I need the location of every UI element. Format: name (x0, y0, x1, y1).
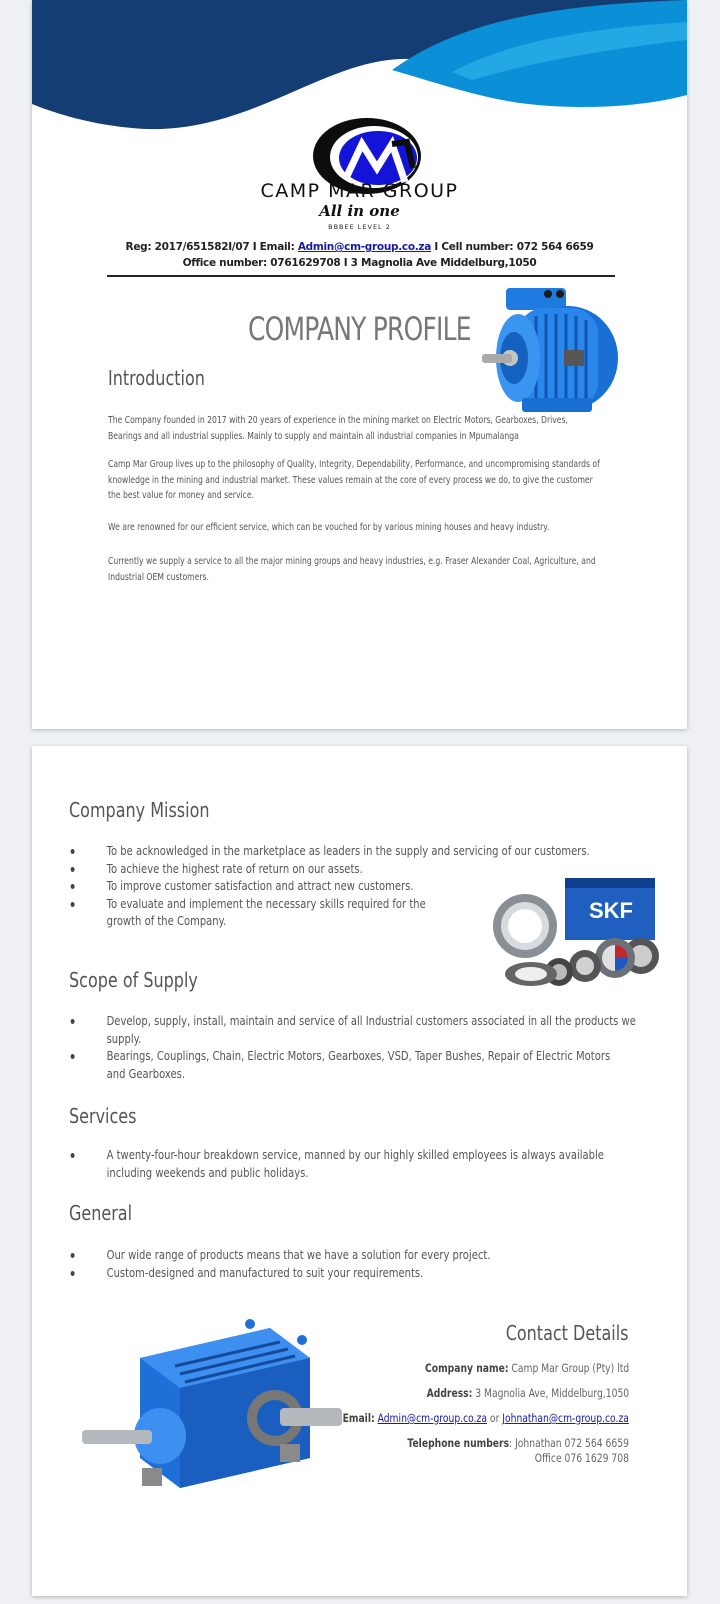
intro-paragraph-3: We are renowned for our efficient service, which can be vouched for by various mining houses and heavy industry. (108, 522, 550, 533)
list-item: To be acknowledged in the marketplace as leaders in the supply and servicing of our customers. (69, 842, 637, 860)
list-item: Develop, supply, install, maintain and service of all Industrial customers associated in all the products we supply. (69, 1012, 647, 1047)
general-list (69, 1246, 647, 1281)
services-heading: Services (69, 1104, 137, 1128)
intro-paragraph-2: Camp Mar Group lives up to the philosophy of Quality, Integrity, Dependability, Performance, and uncompromising standards of knowledge in the mining and industrial market. These values remain at the core of every process we do, to give the customer the best value for money and service. (108, 459, 600, 501)
registration-line: Reg: 2017/651582I/07 I Email: Admin@cm-group.co.za I Cell number: 072 564 6659 (125, 241, 594, 253)
bbbee-level-text: BBBEE LEVEL 2 (328, 223, 391, 231)
company-name-text: CAMP MAR GROUP (260, 180, 459, 202)
office-line: Office number: 0761629708 I 3 Magnolia Ave Middelburg,1050 (182, 257, 537, 269)
intro-paragraph-4: Currently we supply a service to all the major mining groups and heavy industries, e.g. Fraser Alexander Coal, Agriculture, and Industrial OEM customers. (108, 556, 596, 583)
list-item: Bearings, Couplings, Chain, Electric Motors, Gearboxes, VSD, Taper Bushes, Repair of Electric Motors and Gearboxes. (69, 1047, 619, 1082)
header-email-link[interactable]: Admin@cm-group.co.za (297, 241, 432, 253)
contact-details-heading: Contact Details (506, 1321, 629, 1345)
list-item: Our wide range of products means that we have a solution for every project. (69, 1246, 647, 1264)
contact-telephone: Telephone numbers: Johnathan 072 564 6659 Office 076 1629 708 (407, 1436, 629, 1465)
electric-motor-image (478, 280, 628, 420)
introduction-heading: Introduction (108, 366, 205, 390)
document-page-1 (32, 0, 687, 729)
document-title: COMPANY PROFILE (248, 310, 471, 348)
list-item: To achieve the highest rate of return on our assets. (69, 860, 637, 878)
scope-list (69, 1012, 647, 1082)
services-list (69, 1146, 647, 1181)
scope-of-supply-heading: Scope of Supply (69, 968, 198, 992)
list-item: A twenty-four-hour breakdown service, manned by our highly skilled employees is always available including weekends and public holidays. (69, 1146, 619, 1181)
admin-email-link[interactable]: Admin@cm-group.co.za (377, 1411, 488, 1425)
list-item: To evaluate and implement the necessary skills required for the growth of the Company. (69, 895, 459, 930)
svg-text:SKF: SKF (589, 898, 633, 923)
header-divider (107, 275, 615, 277)
johnathan-email-link[interactable]: Johnathan@cm-group.co.za (502, 1411, 629, 1425)
skf-bearings-image (491, 874, 663, 992)
company-mission-heading: Company Mission (69, 798, 210, 822)
document-page-2 (32, 746, 687, 1596)
list-item: Custom-designed and manufactured to suit your requirements. (69, 1264, 647, 1282)
intro-paragraph-1: The Company founded in 2017 with 20 years of experience in the mining market on Electric Motors, Gearboxes, Drives, Bearings and all industrial supplies. Mainly to supply and maintain all industrial companies in Mpumalanga (108, 415, 568, 442)
gearbox-image (80, 1318, 350, 1498)
contact-email: Email: Admin@cm-group.co.za or Johnathan@cm-group.co.za (342, 1411, 629, 1425)
contact-address: Address: 3 Magnolia Ave, Middelburg,1050 (426, 1386, 629, 1400)
contact-company-name: Company name: Camp Mar Group (Pty) ltd (424, 1361, 629, 1375)
general-heading: General (69, 1201, 133, 1225)
list-item: To improve customer satisfaction and attract new customers. (69, 877, 637, 895)
tagline-text: All in one (319, 202, 400, 220)
